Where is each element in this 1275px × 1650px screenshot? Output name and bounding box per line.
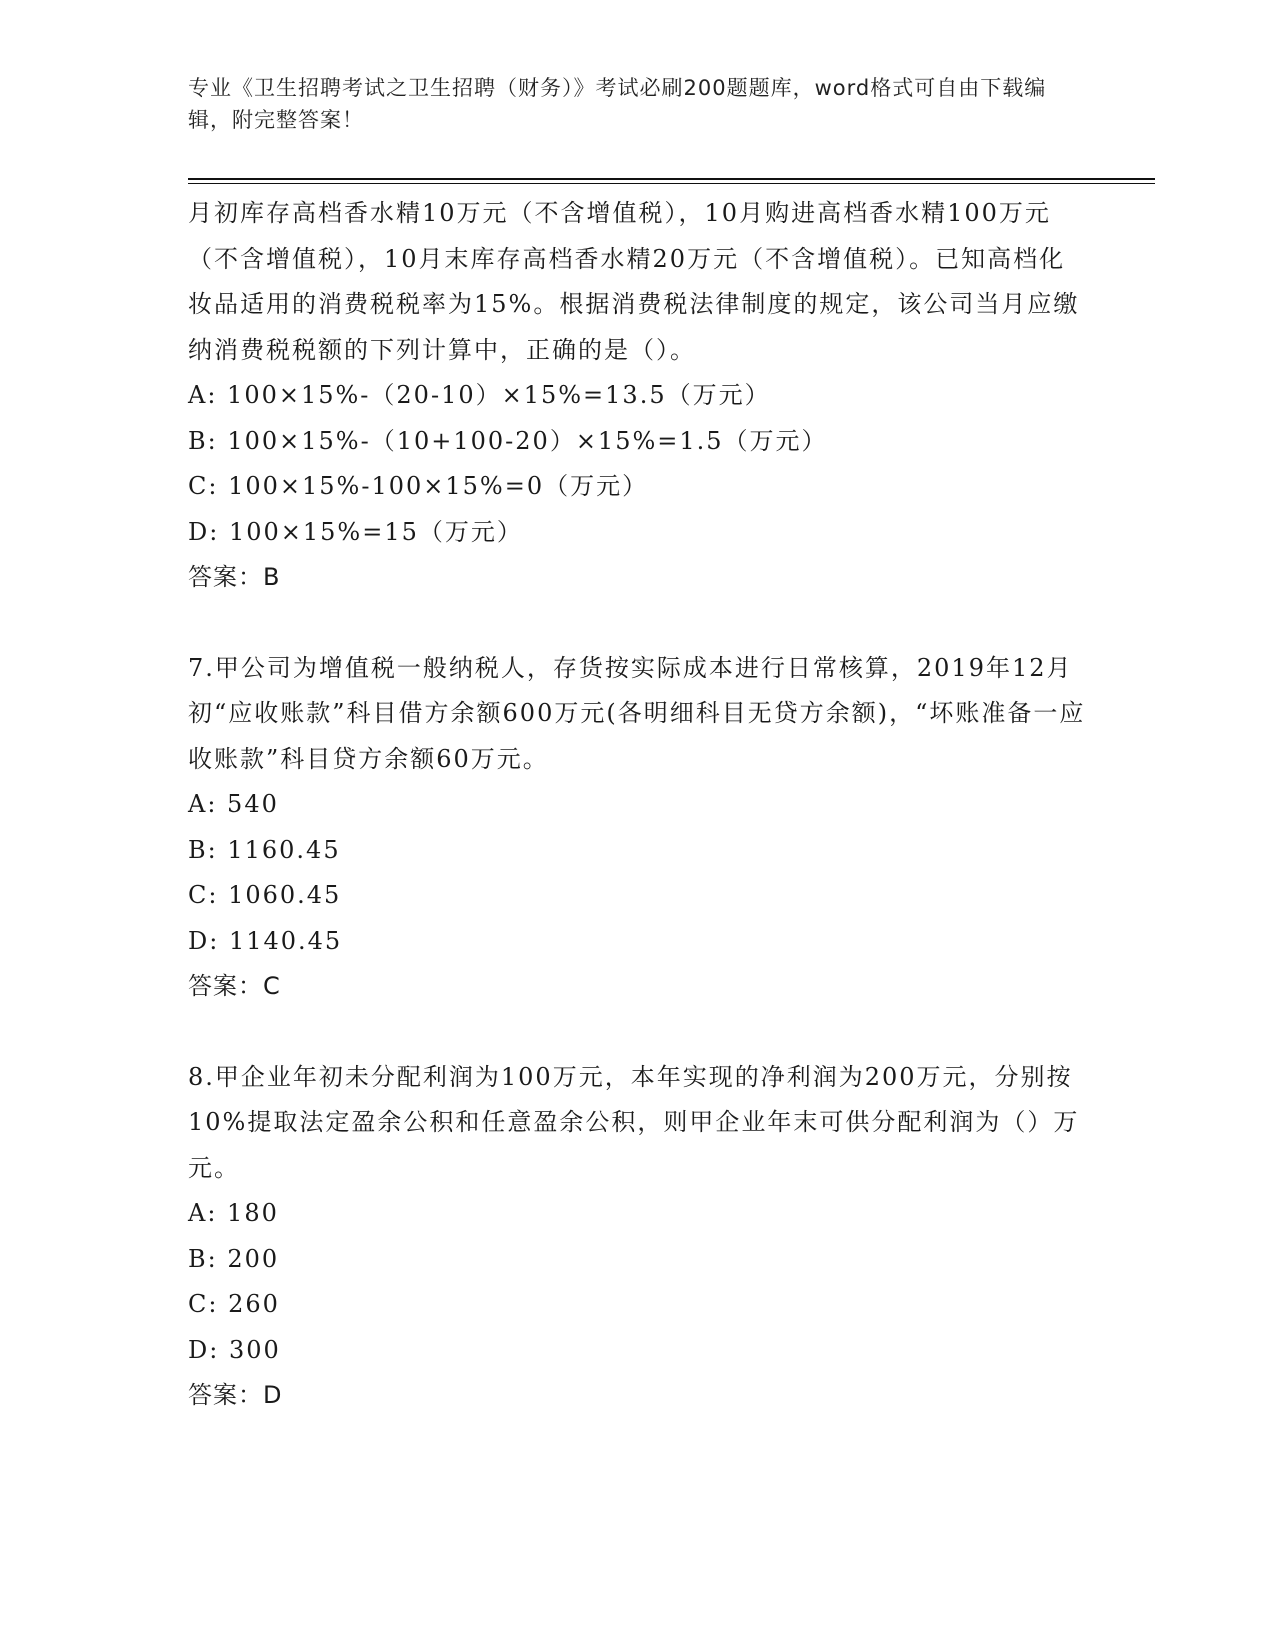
question-block <box>188 1055 1088 1419</box>
spacer <box>188 601 1088 646</box>
question-stem: 7.甲公司为增值税一般纳税人，存货按实际成本进行日常核算，2019年12月初“应收账款”科目借方余额600万元(各明细科目无贷方余额)，“坏账准备一应收账款”科目贷方余额60万元。 <box>188 653 1086 773</box>
option-b: B: 100×15%-（10+100-20）×15%=1.5（万元） <box>188 426 828 455</box>
answer-line: 答案：B <box>188 563 281 591</box>
option-c: C: 1060.45 <box>188 881 342 909</box>
answer-line: 答案：D <box>188 1381 283 1409</box>
option-d: D: 300 <box>188 1335 281 1364</box>
header-rule-thin <box>188 183 1155 184</box>
answer-line: 答案：C <box>188 972 281 1000</box>
option-b: B: 200 <box>188 1244 280 1273</box>
question-block <box>188 646 1088 1010</box>
option-c: C: 260 <box>188 1290 280 1318</box>
option-c: C: 100×15%-100×15%=0（万元） <box>188 472 649 500</box>
option-a: A: 180 <box>188 1199 279 1227</box>
question-block <box>188 191 1088 601</box>
option-a: A: 100×15%-（20-10）×15%=13.5（万元） <box>188 381 771 409</box>
option-b: B: 1160.45 <box>188 835 341 864</box>
document-header: 专业《卫生招聘考试之卫生招聘（财务）》考试必刷200题题库，word格式可自由下载编辑，附完整答案！ <box>188 76 1047 132</box>
spacer <box>188 1010 1088 1055</box>
question-stem: 8.甲企业年初未分配利润为100万元，本年实现的净利润为200万元，分别按10%提取法定盈余公积和任意盈余公积，则甲企业年末可供分配利润为（）万元。 <box>188 1062 1080 1182</box>
question-list <box>188 191 1088 1419</box>
question-stem: 月初库存高档香水精10万元（不含增值税），10月购进高档香水精100万元（不含增值税），10月末库存高档香水精20万元（不含增值税）。已知高档化妆品适用的消费税税率为15%。根据消费税法律制度的规定，该公司当月应缴纳消费税税额的下列计算中，正确的是（）。 <box>188 199 1080 364</box>
option-d: D: 100×15%=15（万元） <box>188 517 523 546</box>
header-rule-thick <box>188 178 1155 180</box>
option-a: A: 540 <box>188 790 279 818</box>
option-d: D: 1140.45 <box>188 926 343 955</box>
